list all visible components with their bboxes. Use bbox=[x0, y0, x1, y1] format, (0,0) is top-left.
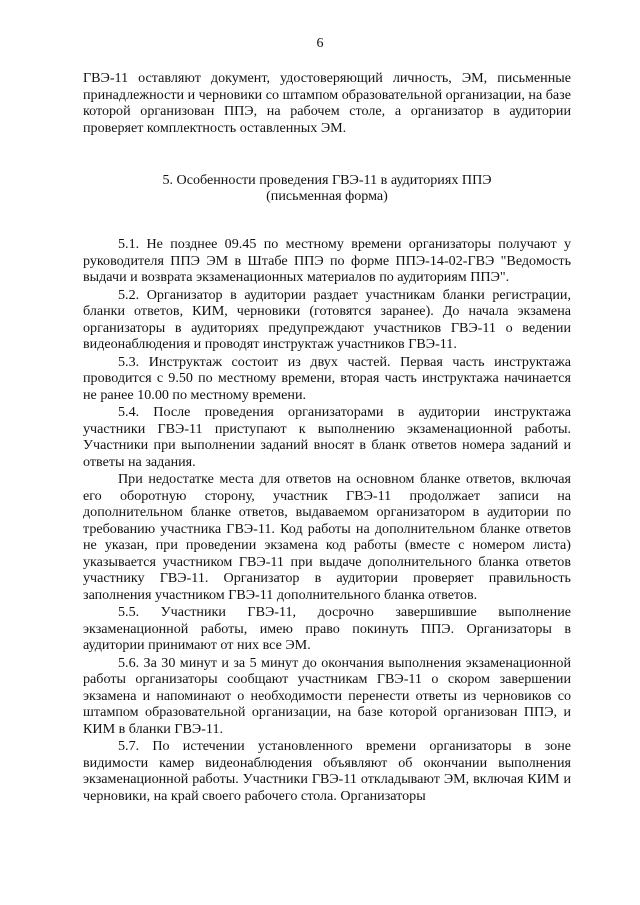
paragraph-5-1: 5.1. Не позднее 09.45 по местному времени организаторы получают у руководителя ППЭ ЭМ в Штабе ППЭ по форме ППЭ-14-02-ГВЭ "Ведомость выдачи и возврата экзаменационных материалов по аудиториям ППЭ". bbox=[83, 236, 571, 285]
document-body bbox=[83, 70, 571, 805]
page-number: 6 bbox=[316, 36, 324, 51]
paragraph-5-7: 5.7. По истечении установленного времени организаторы в зоне видимости камер видеонаблюдения объявляют об окончании выполнения экзаменационной работы. Участники ГВЭ-11 откладывают ЭМ, включая КИМ и черновики, на край своего рабочего стола. Организаторы bbox=[83, 738, 571, 804]
paragraph-5-4-continued: При недостатке места для ответов на основном бланке ответов, включая его оборотную сторону, участник ГВЭ-11 продолжает записи на дополнительном бланке ответов, выдаваемом организатором в аудитории по требованию участника ГВЭ-11. Код работы на дополнительном бланке ответов не указан, при проведении экзамена код работы (вместе с номером листа) указывается участником ГВЭ-11 при выдаче дополнительного бланка ответов участнику ГВЭ-11. Организатор в аудитории проверяет правильность заполнения участником ГВЭ-11 дополнительного бланка ответов. bbox=[83, 471, 571, 603]
paragraph-5-2: 5.2. Организатор в аудитории раздает участникам бланки регистрации, бланки ответов, КИМ, черновики (готовятся заранее). До начала экзамена организаторы в аудиториях предупреждают участников ГВЭ-11 о ведении видеонаблюдения и проводят инструктаж участников ГВЭ-11. bbox=[83, 286, 571, 352]
paragraph-5-3: 5.3. Инструктаж состоит из двух частей. Первая часть инструктажа проводится с 9.50 по местному времени, вторая часть инструктажа начинается не ранее 10.00 по местному времени. bbox=[83, 353, 571, 403]
section-title: 5. Особенности проведения ГВЭ-11 в аудиториях ППЭ bbox=[162, 172, 492, 188]
section-subtitle: (письменная форма) bbox=[266, 188, 388, 204]
paragraph-5-6: 5.6. За 30 минут и за 5 минут до окончания выполнения экзаменационной работы организаторы сообщают участникам ГВЭ-11 о скором завершении экзамена и напоминают о необходимости перенести ответы из черновиков со штампом образовательной организации, на базе которой организован ППЭ, и КИМ в бланки ГВЭ-11. bbox=[83, 654, 571, 737]
intro-paragraph: ГВЭ-11 оставляют документ, удостоверяющий личность, ЭМ, письменные принадлежности и черновики со штампом образовательной организации, на базе которой организован ППЭ, на рабочем столе, а организатор в аудитории проверяет комплектность оставленных ЭМ. bbox=[83, 70, 571, 136]
section-heading bbox=[83, 172, 571, 204]
paragraph-5-4: 5.4. После проведения организаторами в аудитории инструктажа участники ГВЭ-11 приступают к выполнению экзаменационной работы. Участники при выполнении заданий вносят в бланк ответов номера заданий и ответы на задания. bbox=[83, 404, 571, 470]
paragraph-5-5: 5.5. Участники ГВЭ-11, досрочно завершившие выполнение экзаменационной работы, имею право покинуть ППЭ. Организаторы в аудитории принимают от них все ЭМ. bbox=[83, 604, 571, 653]
